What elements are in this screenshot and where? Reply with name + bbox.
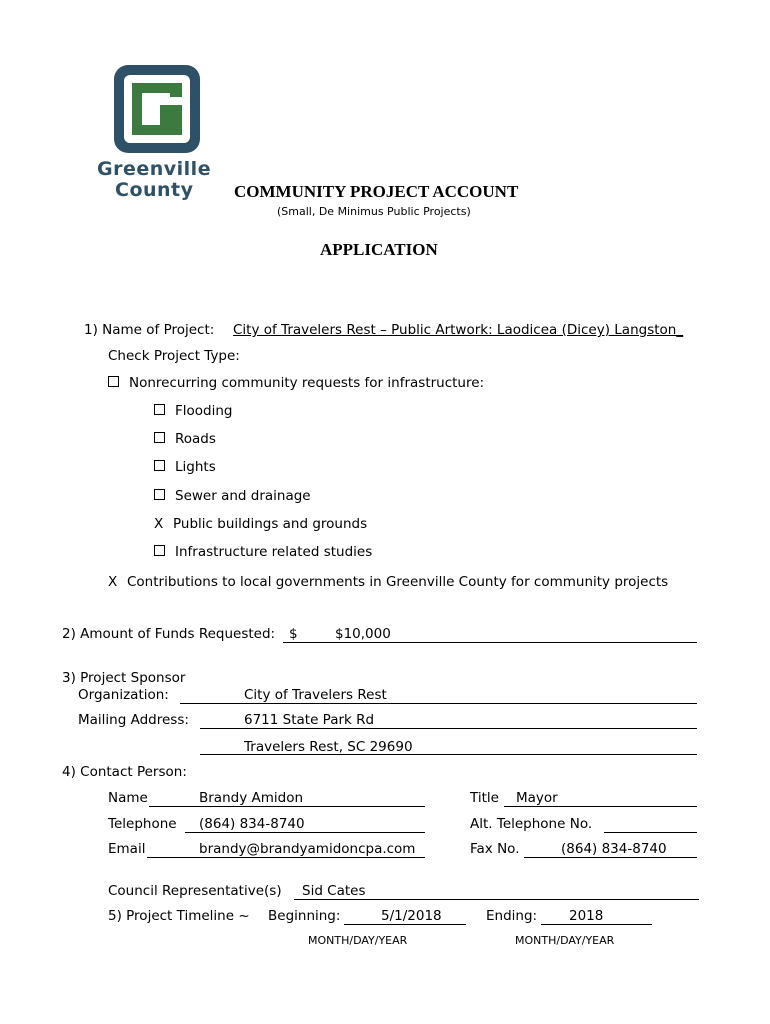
alt-telephone-label: Alt. Telephone No. (470, 816, 593, 832)
telephone-value[interactable]: (864) 834-8740 (199, 816, 305, 832)
fax-underline (524, 857, 697, 858)
sewer-checkbox[interactable] (154, 489, 165, 500)
option-flooding[interactable] (154, 403, 232, 419)
mailing-address-line1-underline (200, 728, 697, 729)
title-value[interactable]: Mayor (516, 790, 558, 806)
amount-underline (283, 642, 697, 643)
county-logo-mark (112, 63, 202, 155)
beginning-format-hint: MONTH/DAY/YEAR (308, 934, 408, 947)
contributions-label: Contributions to local governments in Greenville County for community projects (127, 574, 669, 590)
mailing-address-line1[interactable]: 6711 State Park Rd (244, 712, 375, 728)
council-representative-underline (294, 899, 699, 900)
amount-prefix: $ (289, 626, 298, 642)
flooding-checkbox[interactable] (154, 404, 165, 415)
alt-telephone-underline (604, 832, 697, 833)
name-value[interactable]: Brandy Amidon (199, 790, 304, 806)
option-roads[interactable] (154, 431, 216, 447)
name-label: Name (108, 790, 148, 806)
sewer-label: Sewer and drainage (175, 488, 311, 504)
council-representative-value[interactable]: Sid Cates (302, 883, 366, 899)
infrastructure-studies-checkbox[interactable] (154, 545, 165, 556)
lights-checkbox[interactable] (154, 460, 165, 471)
application-heading: APPLICATION (320, 240, 438, 259)
organization-underline (180, 703, 697, 704)
option-contributions[interactable] (108, 574, 668, 590)
mailing-address-line2-underline (200, 754, 697, 755)
beginning-underline (344, 924, 466, 925)
ending-underline (541, 924, 652, 925)
contributions-mark[interactable]: X (108, 574, 118, 590)
flooding-label: Flooding (175, 403, 233, 419)
county-logo (97, 63, 227, 203)
email-value[interactable]: brandy@brandyamidoncpa.com (199, 841, 416, 857)
amount-value[interactable]: $10,000 (335, 626, 391, 642)
lights-label: Lights (175, 459, 216, 475)
option-sewer[interactable] (154, 488, 311, 504)
option-public-buildings[interactable] (154, 516, 367, 532)
project-name-value[interactable]: City of Travelers Rest – Public Artwork: Laodicea (Dicey) Langston_ (233, 322, 684, 338)
email-label: Email (108, 841, 146, 857)
nonrecurring-option[interactable] (108, 375, 484, 391)
beginning-value[interactable]: 5/1/2018 (381, 908, 442, 924)
q5-label: 5) Project Timeline ~ (108, 908, 250, 924)
logo-word-greenville: Greenville (97, 158, 212, 180)
organization-value[interactable]: City of Travelers Rest (244, 687, 387, 703)
email-underline (147, 857, 425, 858)
form-subtitle: (Small, De Minimus Public Projects) (277, 205, 471, 218)
q1-label: 1) Name of Project: (84, 322, 215, 338)
public-buildings-mark[interactable]: X (154, 516, 164, 532)
nonrecurring-checkbox[interactable] (108, 376, 119, 387)
check-project-type-label: Check Project Type: (108, 348, 240, 364)
roads-label: Roads (175, 431, 216, 447)
option-infrastructure-studies[interactable] (154, 544, 372, 560)
q3-label: 3) Project Sponsor (62, 670, 186, 686)
roads-checkbox[interactable] (154, 432, 165, 443)
ending-value[interactable]: 2018 (569, 908, 604, 924)
ending-label: Ending: (486, 908, 538, 924)
council-representative-label: Council Representative(s) (108, 883, 282, 899)
telephone-label: Telephone (108, 816, 177, 832)
logo-word-county: County (115, 179, 194, 201)
title-underline (504, 806, 697, 807)
q2-label: 2) Amount of Funds Requested: (62, 626, 276, 642)
title-label: Title (470, 790, 499, 806)
mailing-address-label: Mailing Address: (78, 712, 189, 728)
fax-label: Fax No. (470, 841, 520, 857)
beginning-label: Beginning: (268, 908, 341, 924)
form-title: COMMUNITY PROJECT ACCOUNT (234, 182, 519, 201)
fax-value[interactable]: (864) 834-8740 (561, 841, 667, 857)
public-buildings-label: Public buildings and grounds (173, 516, 368, 532)
q4-label: 4) Contact Person: (62, 764, 187, 780)
option-lights[interactable] (154, 459, 216, 475)
organization-label: Organization: (78, 687, 169, 703)
nonrecurring-label: Nonrecurring community requests for infrastructure: (129, 375, 485, 391)
mailing-address-line2[interactable]: Travelers Rest, SC 29690 (244, 739, 413, 755)
ending-format-hint: MONTH/DAY/YEAR (515, 934, 615, 947)
infrastructure-studies-label: Infrastructure related studies (175, 544, 373, 560)
name-underline (149, 806, 425, 807)
telephone-underline (185, 832, 425, 833)
